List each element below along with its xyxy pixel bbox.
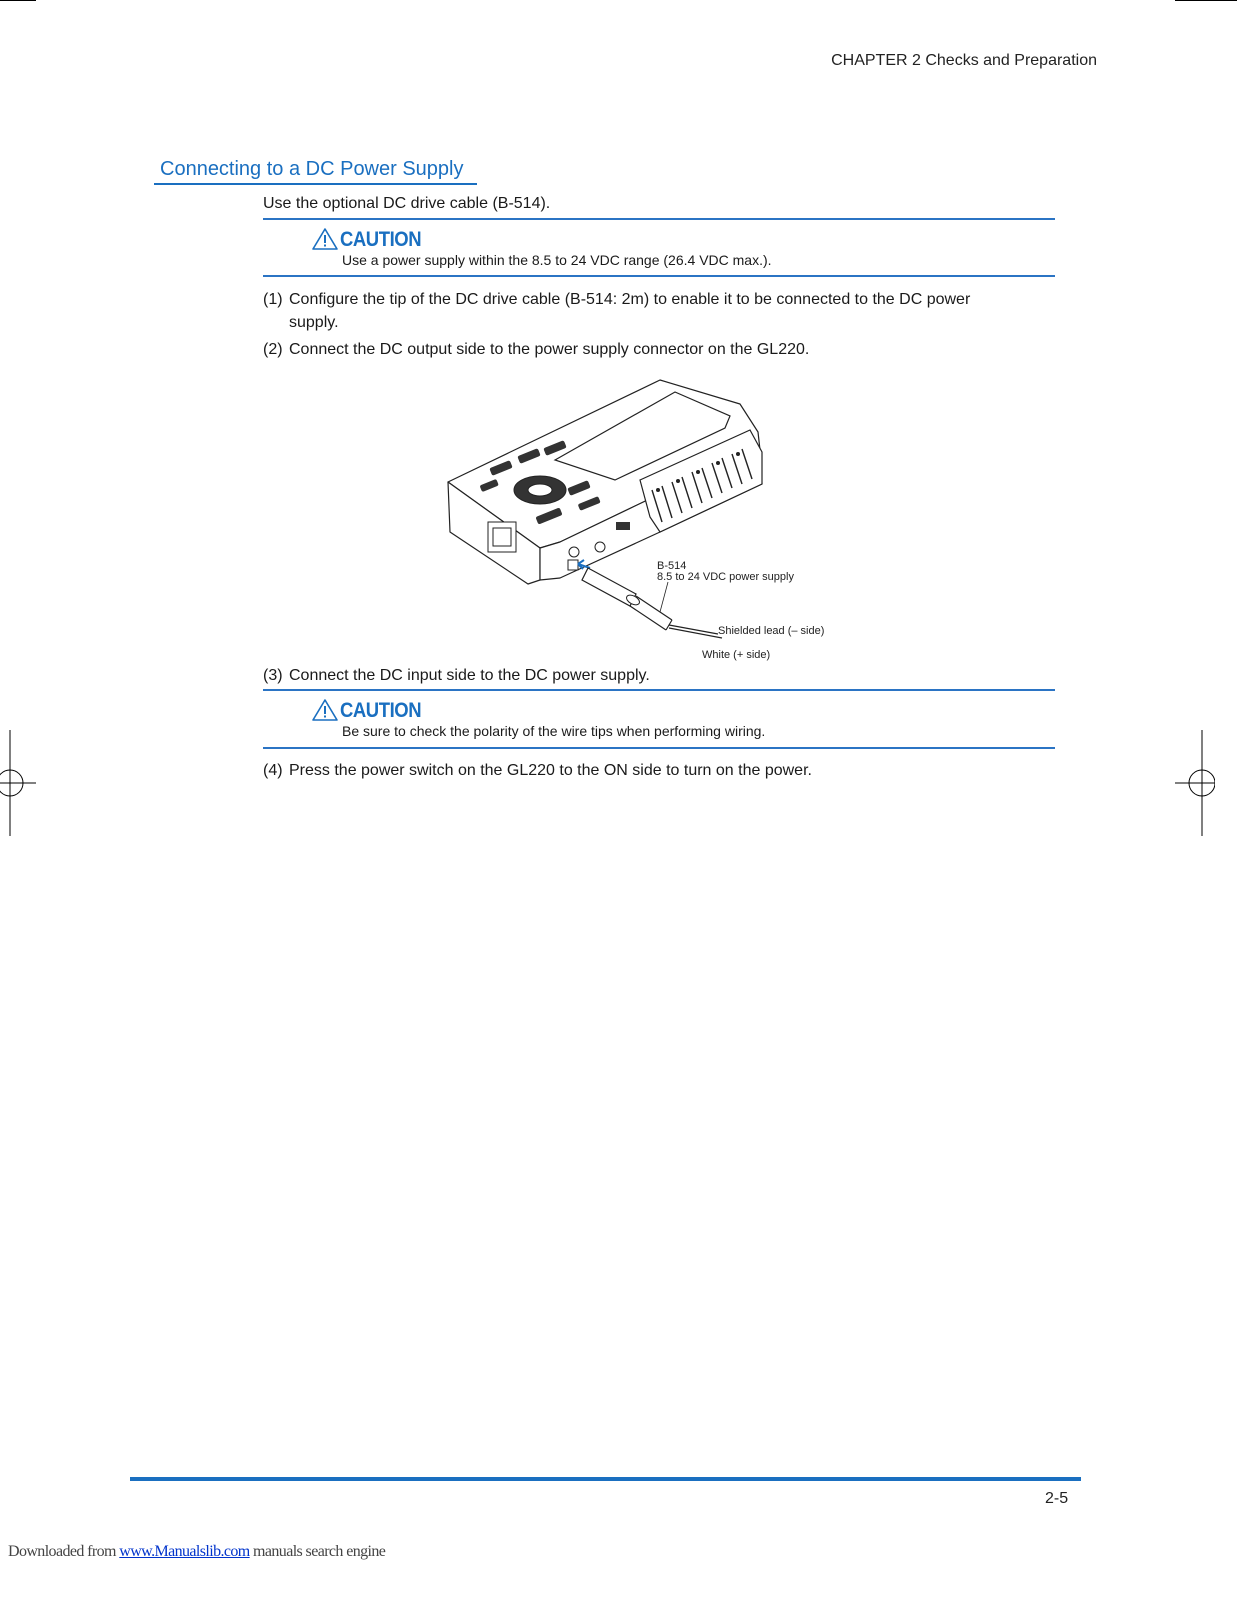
caution-text: Be sure to check the polarity of the wire tips when performing wiring. <box>342 723 766 739</box>
download-prefix: Downloaded from <box>8 1543 120 1560</box>
crop-mark-icon <box>0 0 36 1</box>
step-number: (1) <box>263 291 283 308</box>
footer-rule <box>130 1477 1081 1481</box>
caution-title: CAUTION <box>340 228 422 251</box>
section-title: Connecting to a DC Power Supply <box>160 158 464 180</box>
warning-triangle-icon <box>311 698 339 722</box>
page-number: 2-5 <box>1045 1490 1069 1507</box>
registration-mark-icon <box>1175 730 1215 836</box>
manualslib-link[interactable]: www.Manualslib.com <box>119 1543 250 1560</box>
cable-model-label: B-514 <box>657 560 687 572</box>
step-text: Configure the tip of the DC drive cable (B-514: 2m) to enable it to be connected to the DC power <box>289 291 971 308</box>
device-illustration <box>440 372 780 662</box>
step-number: (2) <box>263 341 283 358</box>
warning-triangle-icon <box>311 227 339 251</box>
caution-title: CAUTION <box>340 699 422 722</box>
crop-mark-icon <box>1175 0 1237 1</box>
step-text: Connect the DC output side to the power supply connector on the GL220. <box>289 341 810 358</box>
white-lead-label: White (+ side) <box>702 649 771 661</box>
step-text: Connect the DC input side to the DC power supply. <box>289 667 650 684</box>
step-1 <box>263 288 1033 334</box>
step-number: (4) <box>263 762 283 779</box>
step-number: (3) <box>263 667 283 684</box>
download-suffix: manuals search engine <box>249 1543 386 1560</box>
section-title-underline <box>154 183 477 185</box>
step-2 <box>263 338 1033 361</box>
step-text-continued: supply. <box>289 314 339 331</box>
shielded-lead-label: Shielded lead (– side) <box>718 625 825 637</box>
chapter-header: CHAPTER 2 Checks and Preparation <box>831 52 1097 69</box>
registration-mark-icon <box>0 730 40 836</box>
step-4 <box>263 759 1033 782</box>
cable-description-label: 8.5 to 24 VDC power supply <box>657 571 794 583</box>
caution-bottom-rule <box>263 275 1055 277</box>
download-notice <box>8 1543 385 1561</box>
caution-top-rule <box>263 218 1055 220</box>
caution-top-rule <box>263 689 1055 691</box>
intro-text: Use the optional DC drive cable (B-514). <box>263 195 551 212</box>
caution-text: Use a power supply within the 8.5 to 24 VDC range (26.4 VDC max.). <box>342 252 772 268</box>
step-text: Press the power switch on the GL220 to the ON side to turn on the power. <box>289 762 812 779</box>
caution-bottom-rule <box>263 747 1055 749</box>
step-3 <box>263 664 1033 687</box>
